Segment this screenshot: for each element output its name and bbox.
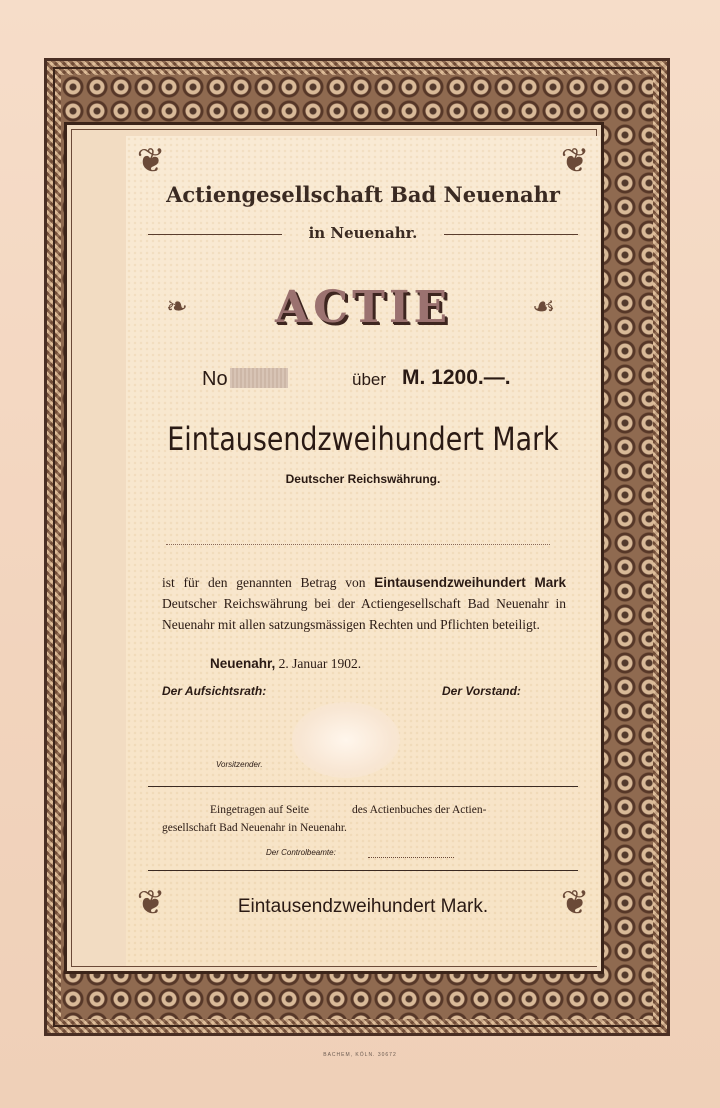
corner-ornament-icon: ❦ (136, 883, 166, 923)
body-text-pre: ist für den genannten Betrag von (162, 575, 366, 590)
embossed-seal (292, 702, 400, 778)
board-label: Der Vorstand: (442, 684, 521, 698)
registration-text-3: gesellschaft Bad Neuenahr in Neuenahr. (162, 822, 347, 834)
divider (148, 870, 578, 871)
body-bold-amount: Eintausendzweihundert (374, 575, 526, 590)
certificate-title: ACTIE (274, 282, 452, 333)
company-location: in Neuenahr. (308, 224, 418, 242)
registration-text-1: Eingetragen auf Seite (210, 804, 309, 816)
certificate-panel (126, 136, 600, 966)
dotted-line (368, 857, 454, 858)
company-name: Actiengesellschaft Bad Neuenahr (166, 182, 560, 207)
chairman-label: Vorsitzender. (216, 760, 263, 769)
registration-text-2: des Actienbuches der Actien- (352, 804, 487, 816)
corner-ornament-icon: ❦ (136, 141, 166, 181)
corner-ornament-icon: ❦ (560, 883, 590, 923)
place: Neuenahr, (210, 656, 276, 671)
body-text (162, 572, 566, 635)
controller-label: Der Controlbeamte: (266, 848, 336, 857)
amount-in-words: Eintausendzweihundert Mark (167, 420, 559, 458)
scroll-ornament-icon: ❧ (166, 292, 188, 322)
divider (148, 786, 578, 787)
bottom-amount: Eintausendzweihundert Mark. (237, 896, 489, 917)
over-label: über (352, 370, 387, 389)
body-bold-mark: Mark (534, 575, 567, 590)
printer-imprint: BACHEM, KÖLN. 30672 (323, 1052, 397, 1058)
supervisory-board-label: Der Aufsichtsrath: (162, 684, 267, 698)
corner-ornament-icon: ❦ (560, 141, 590, 181)
date: 2. Januar 1902. (278, 656, 362, 671)
place-date (210, 656, 361, 672)
body-text-rest: Deutscher Reichswährung bei der Actiengesellschaft Bad Neuenahr in Neuenahr mit allen satzungsmässigen Rechten und Pflichten beteiligt. (162, 596, 566, 632)
currency-label: Deutscher Reichswährung. (285, 472, 441, 486)
number-label: No (202, 368, 228, 390)
number-field-redacted (230, 368, 288, 388)
scroll-ornament-icon: ☙ (532, 292, 556, 322)
amount-value: M. 1200.—. (402, 366, 511, 389)
dotted-line (166, 544, 550, 545)
